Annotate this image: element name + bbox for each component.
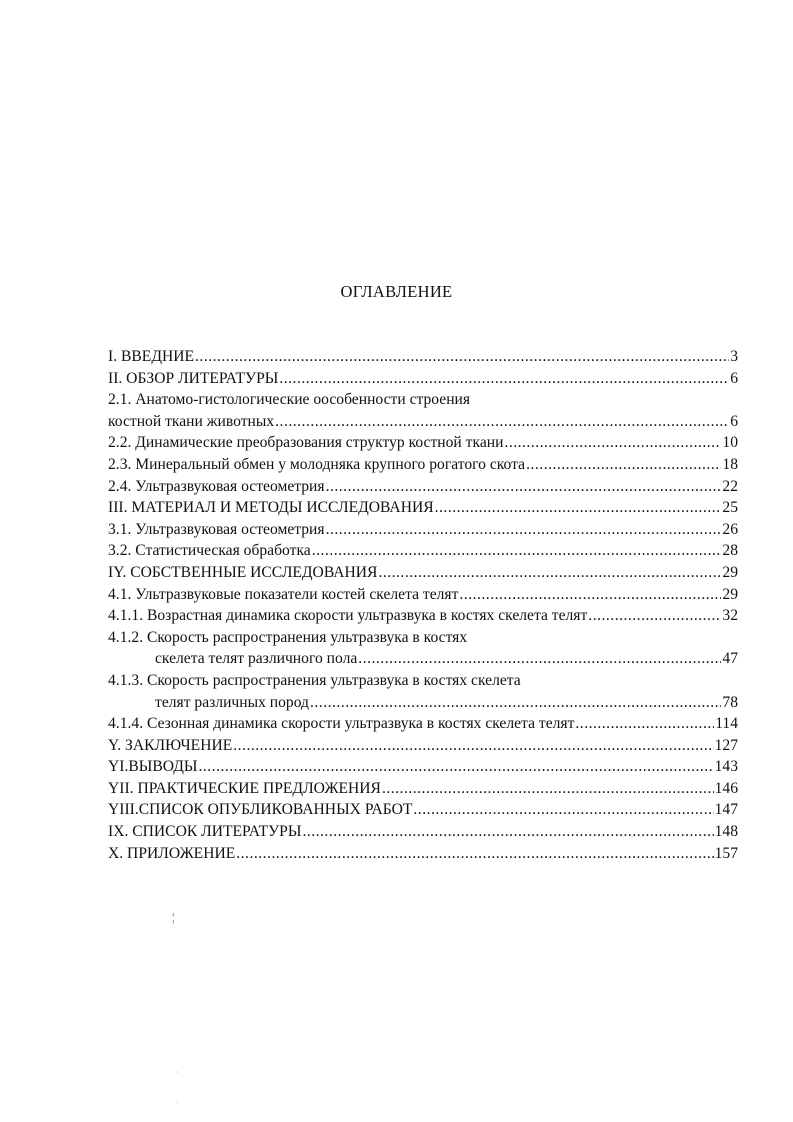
toc-entry-page: 29 — [722, 585, 738, 603]
scan-mark: · — [176, 1068, 179, 1077]
dot-leader — [312, 540, 722, 562]
toc-entry-label: костной ткани животных — [108, 412, 275, 430]
dot-leader — [382, 778, 714, 800]
dot-leader — [413, 799, 713, 821]
dot-leader — [275, 411, 729, 433]
table-of-contents — [108, 346, 738, 864]
toc-entry-page: 47 — [722, 650, 738, 668]
dot-leader — [378, 562, 721, 584]
scan-mark: · — [176, 1098, 179, 1107]
dot-leader — [195, 346, 729, 368]
toc-entry-published-works — [108, 799, 738, 821]
toc-entry-page: 26 — [722, 520, 738, 538]
toc-entry-page: 148 — [714, 823, 738, 841]
toc-entry-label: 4.1. Ультразвуковые показатели костей скелета телят — [108, 585, 459, 603]
toc-entry-page: 147 — [714, 801, 738, 819]
toc-entry-materials-methods — [108, 497, 738, 519]
toc-entry-label: IY. СОБСТВЕННЫЕ ИССЛЕДОВАНИЯ — [108, 563, 378, 581]
dot-leader — [302, 821, 713, 843]
toc-entry-4-1 — [108, 584, 738, 606]
toc-entry-label: YIII.СПИСОК ОПУБЛИКОВАННЫХ РАБОТ — [108, 801, 413, 819]
toc-entry-findings — [108, 756, 738, 778]
toc-entry-label: 4.1.1. Возрастная динамика скорости ультразвука в костях скелета телят — [108, 607, 588, 625]
toc-entry-label: 2.4. Ультразвуковая остеометрия — [108, 477, 325, 495]
toc-entry-4-1-2-line2 — [108, 648, 738, 670]
dot-leader — [198, 756, 713, 778]
toc-entry-4-1-4 — [108, 713, 738, 735]
toc-entry-label: II. ОБЗОР ЛИТЕРАТУРЫ — [108, 369, 279, 387]
toc-entry-page: 29 — [722, 563, 738, 581]
toc-entry-4-1-3-line2 — [108, 692, 738, 714]
dot-leader — [358, 648, 721, 670]
toc-entry-literature-review — [108, 368, 738, 390]
toc-entry-label: X. ПРИЛОЖЕНИЕ — [108, 844, 236, 862]
toc-entry-4-1-2-line1 — [108, 627, 738, 649]
toc-entry-4-1-3-line1 — [108, 670, 738, 692]
dot-leader — [233, 735, 713, 757]
toc-entry-label: скелета телят различного пола — [155, 650, 358, 668]
toc-entry-2-1-line1 — [108, 389, 738, 411]
toc-entry-label: YI.ВЫВОДЫ — [108, 758, 198, 776]
toc-entry-label: III. МАТЕРИАЛ И МЕТОДЫ ИССЛЕДОВАНИЯ — [108, 499, 434, 517]
toc-entry-page: 6 — [730, 369, 738, 387]
toc-entry-page: 114 — [715, 715, 738, 733]
dot-leader — [326, 476, 722, 498]
dot-leader — [435, 497, 722, 519]
toc-entry-label: IX. СПИСОК ЛИТЕРАТУРЫ — [108, 823, 302, 841]
toc-entry-label: 3.2. Статистическая обработка — [108, 542, 311, 560]
toc-entry-2-1-line2 — [108, 411, 738, 433]
toc-entry-3-2 — [108, 540, 738, 562]
toc-entry-page: 3 — [730, 348, 738, 365]
dot-leader — [236, 843, 713, 865]
dot-leader — [575, 713, 714, 735]
dot-leader — [504, 432, 721, 454]
toc-entry-2-4 — [108, 476, 738, 498]
toc-entry-conclusion — [108, 735, 738, 757]
toc-entry-page: 18 — [722, 455, 738, 473]
toc-entry-own-research — [108, 562, 738, 584]
toc-entry-page: 146 — [714, 779, 738, 797]
toc-entry-introduction — [108, 346, 738, 368]
toc-entry-page: 143 — [714, 758, 738, 776]
toc-entry-label: Y. ЗАКЛЮЧЕНИЕ — [108, 736, 233, 754]
toc-entry-page: 157 — [714, 844, 738, 862]
dot-leader — [526, 454, 721, 476]
toc-entry-label: телят различных пород — [155, 693, 309, 711]
toc-entry-references — [108, 821, 738, 843]
toc-entry-page: 32 — [722, 607, 738, 625]
toc-entry-3-1 — [108, 519, 738, 541]
toc-entry-label: 4.1.4. Сезонная динамика скорости ультразвука в костях скелета телят — [108, 715, 575, 733]
dot-leader — [310, 692, 721, 714]
toc-entry-label: 4.1.3. Скорость распространения ультразвука в костях скелета — [108, 671, 521, 689]
toc-entry-page: 6 — [730, 412, 738, 430]
toc-entry-label: 2.3. Минеральный обмен у молодняка крупного рогатого скота — [108, 455, 526, 473]
toc-entry-page: 28 — [722, 542, 738, 560]
toc-entry-appendix — [108, 843, 738, 865]
toc-entry-practical-proposals — [108, 778, 738, 800]
scan-mark: ¦ — [172, 910, 175, 924]
dot-leader — [588, 605, 721, 627]
toc-entry-page: 78 — [722, 693, 738, 711]
dot-leader — [326, 519, 722, 541]
toc-entry-label: I. ВВЕДНИЕ — [108, 348, 195, 365]
dot-leader — [279, 368, 729, 390]
toc-entry-page: 25 — [722, 499, 738, 517]
toc-entry-page: 22 — [722, 477, 738, 495]
toc-entry-label: 3.1. Ультразвуковая остеометрия — [108, 520, 325, 538]
toc-entry-label: 2.2. Динамические преобразования структур костной ткани — [108, 434, 504, 452]
toc-entry-label: 4.1.2. Скорость распространения ультразвука в костях — [108, 628, 468, 646]
toc-entry-label: YII. ПРАКТИЧЕСКИЕ ПРЕДЛОЖЕНИЯ — [108, 779, 381, 797]
page-title: ОГЛАВЛЕНИЕ — [340, 282, 453, 301]
toc-entry-page: 10 — [722, 434, 738, 452]
dot-leader — [459, 584, 721, 606]
toc-entry-4-1-1 — [108, 605, 738, 627]
toc-entry-2-3 — [108, 454, 738, 476]
toc-entry-page: 127 — [714, 736, 738, 754]
toc-entry-label: 2.1. Анатомо-гистологические оособенности строения — [108, 391, 471, 409]
toc-entry-2-2 — [108, 432, 738, 454]
